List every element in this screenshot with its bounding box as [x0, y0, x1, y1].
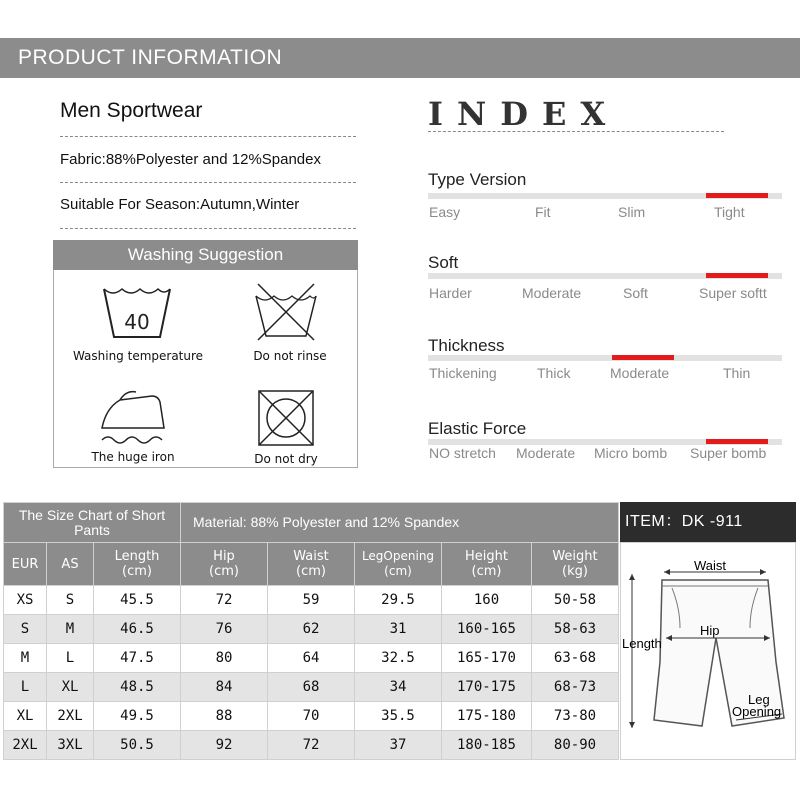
table-cell: 47.5 [94, 644, 181, 673]
table-cell: L [47, 644, 94, 673]
iron-icon [96, 388, 168, 448]
table-cell: L [4, 673, 47, 702]
column-header: EUR [4, 543, 47, 586]
wash-label-no-rinse: Do not rinse [253, 349, 327, 363]
table-cell: 80 [181, 644, 268, 673]
table-row [4, 615, 619, 644]
table-cell: 170-175 [442, 673, 532, 702]
scale-track [428, 355, 782, 361]
scale-selected-marker [612, 355, 674, 360]
season-info: Suitable For Season:Autumn,Winter [60, 196, 300, 213]
table-cell: 165-170 [442, 644, 532, 673]
diagram-label-opening: Opening [732, 704, 782, 719]
scale-option: Thick [537, 365, 571, 381]
table-cell: 73-80 [532, 702, 619, 731]
scale-option: Easy [429, 204, 461, 220]
column-header: Weight (kg) [532, 543, 619, 586]
scale-selected-marker [706, 273, 768, 278]
table-cell: 29.5 [355, 586, 442, 615]
wash-temperature-value: 40 [124, 310, 150, 334]
material-info: Material: 88% Polyester and 12% Spandex [181, 503, 619, 543]
table-row [4, 644, 619, 673]
table-cell: 72 [268, 731, 355, 760]
index-divider [428, 131, 724, 132]
table-cell: 45.5 [94, 586, 181, 615]
table-cell: M [4, 644, 47, 673]
table-cell: 68-73 [532, 673, 619, 702]
scale-option: Thin [723, 365, 751, 381]
diagram-label-length: Length [622, 636, 662, 651]
scale-option: NO stretch [429, 445, 496, 461]
diagram-label-leg: Leg [748, 692, 770, 707]
shorts-measurement-diagram [620, 542, 796, 760]
table-cell: 48.5 [94, 673, 181, 702]
scale-option: Moderate [610, 365, 670, 381]
table-cell: 64 [268, 644, 355, 673]
column-header: LegOpening (cm) [355, 543, 442, 586]
wash-label-no-dry: Do not dry [254, 452, 318, 466]
scale-option: Tight [714, 204, 745, 220]
table-cell: 59 [268, 586, 355, 615]
crossed-tub-icon [252, 282, 320, 342]
size-chart-table [3, 502, 619, 760]
scale-title-soft: Soft [428, 253, 459, 272]
table-cell: 31 [355, 615, 442, 644]
table-cell: 180-185 [442, 731, 532, 760]
table-cell: 160 [442, 586, 532, 615]
table-cell: XS [4, 586, 47, 615]
table-cell: 63-68 [532, 644, 619, 673]
column-header: Waist (cm) [268, 543, 355, 586]
table-cell: 62 [268, 615, 355, 644]
scale-option: Fit [535, 204, 551, 220]
table-cell: M [47, 615, 94, 644]
table-cell: 3XL [47, 731, 94, 760]
scale-title-type-version: Type Version [428, 170, 527, 189]
fabric-info: Fabric:88%Polyester and 12%Spandex [60, 151, 321, 168]
table-cell: XL [4, 702, 47, 731]
crossed-tumble-dry-icon [256, 388, 316, 448]
table-cell: 50-58 [532, 586, 619, 615]
scale-title-elastic-force: Elastic Force [428, 419, 527, 438]
table-row [4, 673, 619, 702]
table-cell: 84 [181, 673, 268, 702]
scale-option: Moderate [522, 285, 582, 301]
scale-option: Thickening [429, 365, 497, 381]
table-cell: 88 [181, 702, 268, 731]
scale-title-thickness: Thickness [428, 336, 505, 355]
column-header: Hip (cm) [181, 543, 268, 586]
table-cell: S [47, 586, 94, 615]
divider [60, 182, 356, 183]
size-chart-title: The Size Chart of Short Pants [4, 503, 181, 543]
product-name: Men Sportwear [60, 99, 203, 122]
table-cell: 58-63 [532, 615, 619, 644]
table-cell: 49.5 [94, 702, 181, 731]
scale-selected-marker [706, 439, 768, 444]
table-cell: 92 [181, 731, 268, 760]
diagram-label-hip: Hip [700, 623, 720, 638]
wash-label-iron: The huge iron [91, 450, 175, 464]
table-cell: 46.5 [94, 615, 181, 644]
table-cell: 175-180 [442, 702, 532, 731]
table-cell: 37 [355, 731, 442, 760]
column-header: AS [47, 543, 94, 586]
item-code: ITEM：DK -911 [620, 502, 796, 542]
page-title: PRODUCT INFORMATION [18, 46, 283, 69]
table-cell: 160-165 [442, 615, 532, 644]
diagram-label-waist: Waist [694, 558, 727, 573]
table-row [4, 586, 619, 615]
table-cell: 32.5 [355, 644, 442, 673]
index-title: INDEX [428, 95, 620, 133]
table-cell: 34 [355, 673, 442, 702]
table-cell: 68 [268, 673, 355, 702]
wash-label-temperature: Washing temperature [72, 349, 204, 363]
column-header: Height (cm) [442, 543, 532, 586]
table-cell: 2XL [47, 702, 94, 731]
table-cell: 76 [181, 615, 268, 644]
scale-selected-marker [706, 193, 768, 198]
table-cell: 80-90 [532, 731, 619, 760]
washing-tub-40-icon [100, 285, 174, 343]
scale-option: Slim [618, 204, 646, 220]
table-cell: 35.5 [355, 702, 442, 731]
scale-option: Moderate [516, 445, 576, 461]
table-row [4, 731, 619, 760]
table-cell: 2XL [4, 731, 47, 760]
scale-option: Super softt [699, 285, 767, 301]
table-cell: XL [47, 673, 94, 702]
scale-option: Harder [429, 285, 472, 301]
table-cell: 50.5 [94, 731, 181, 760]
divider [60, 136, 356, 137]
column-header: Length (cm) [94, 543, 181, 586]
washing-suggestion-title: Washing Suggestion [53, 240, 358, 270]
divider [60, 228, 356, 229]
table-cell: S [4, 615, 47, 644]
scale-option: Super bomb [690, 445, 767, 461]
scale-option: Micro bomb [594, 445, 668, 461]
table-cell: 70 [268, 702, 355, 731]
scale-option: Soft [623, 285, 648, 301]
table-row [4, 702, 619, 731]
table-cell: 72 [181, 586, 268, 615]
